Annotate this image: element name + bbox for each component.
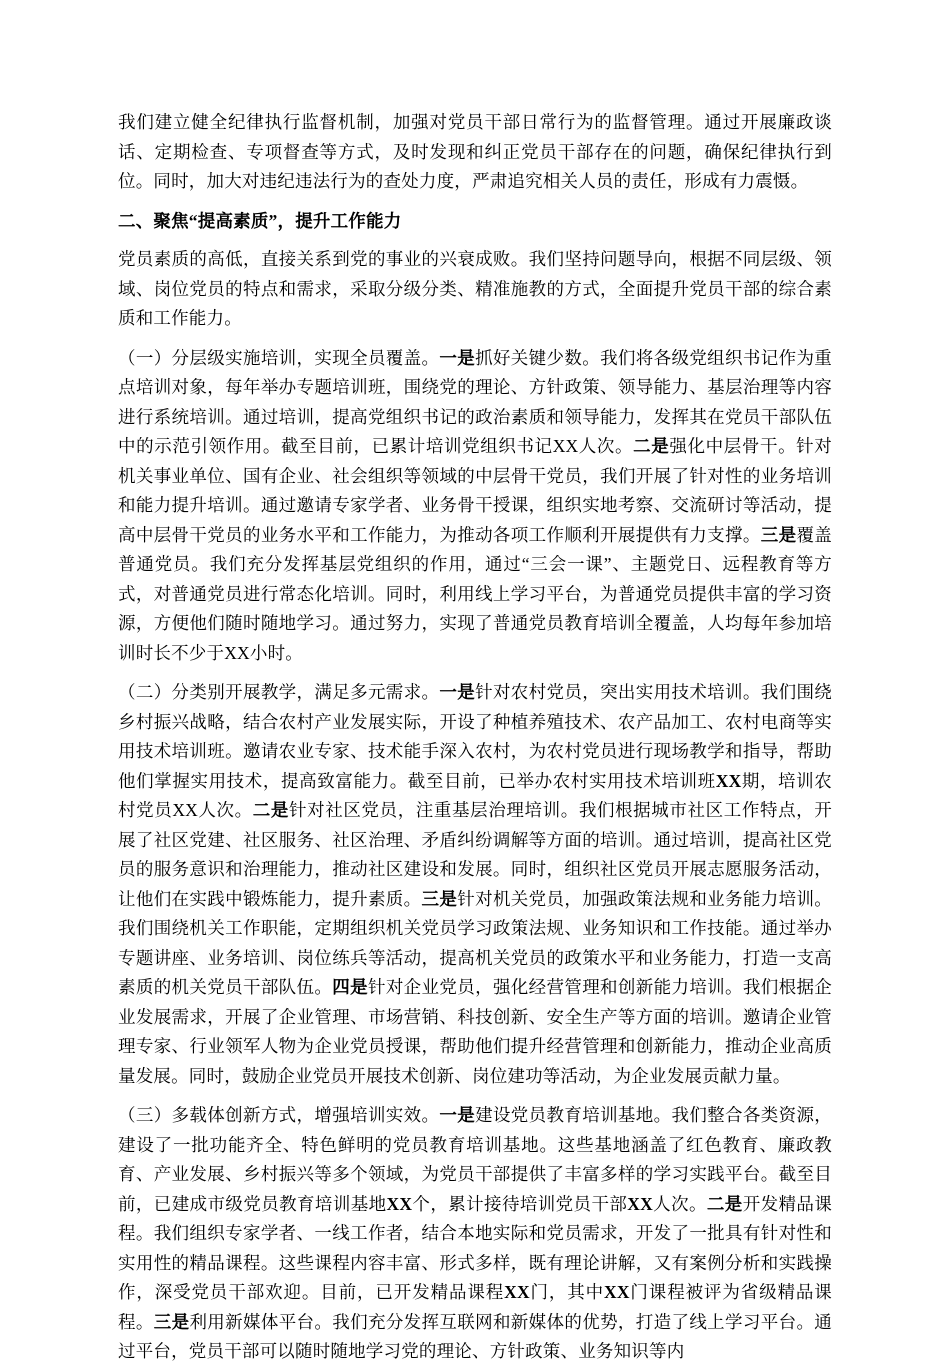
text-run: 个，累计接待培训党员干部	[412, 1193, 628, 1214]
text-run: 抓好关键少数。我们将各级党组织书记作为重点培训对象，每年举办专题培训班，围绕党的理论、方针政策、领导能力、基层治理等内容进行系统培训。通过培训，提高党组织书记的政治素质和领导能力，发挥其在党员干部队伍中的示范引领作用。截至目前，已累计培训党组织书记XX人次。	[118, 347, 833, 456]
emphasis-run: 三是	[421, 888, 458, 909]
emphasis-run: XX	[604, 1282, 630, 1302]
text-run: （三）多载体创新方式，增强培训实效。	[118, 1105, 440, 1125]
text-run: 覆盖普通党员。我们充分发挥基层党组织的作用，通过“三会一课”、主题党日、远程教育等方式，对普通党员进行常态化培训。同时，利用线上学习平台，为普通党员提供丰富的学习资源，方便他们随时随地学习。通过努力，实现了普通党员教育培训全覆盖，人均每年参加培训时长不少于XX小时。	[118, 524, 833, 663]
emphasis-run: 一是	[439, 1105, 476, 1125]
paragraph-tiered-training	[118, 344, 832, 669]
text-run: 针对社区党员，注重基层治理培训。我们根据城市社区工作特点，开展了社区党建、社区服务、社区治理、矛盾纠纷调解等方面的培训。通过培训，提高社区党员的服务意识和治理能力，推动社区建设和发展。同时，组织社区党员开展志愿服务活动，让他们在实践中锻炼能力，提升素质。	[118, 800, 832, 909]
paragraph-discipline-supervision	[118, 108, 832, 197]
emphasis-run: 二、聚焦“提高素质”，提升工作能力	[118, 210, 402, 231]
emphasis-run: XX	[715, 770, 742, 791]
text-run: （一）分层级实施培训，实现全员覆盖。	[118, 347, 440, 368]
document-body	[118, 108, 832, 1367]
paragraph-classified-teaching	[118, 678, 832, 1091]
emphasis-run: XX	[386, 1193, 413, 1214]
text-run: 党员素质的高低，直接关系到党的事业的兴衰成败。我们坚持问题导向，根据不同层级、领域、岗位党员的特点和需求，采取分级分类、精准施教的方式，全面提升党员干部的综合素质和工作能力。	[118, 249, 832, 328]
text-run: 建设党员教育培训基地。我们整合各类资源，建设了一批功能齐全、特色鲜明的党员教育培训基地。这些基地涵盖了红色教育、廉政教育、产业发展、乡村振兴等多个领域，为党员干部提供了丰富多样的学习实践平台。截至目前，已建成市级党员教育培训基地	[118, 1105, 833, 1214]
emphasis-run: XX	[627, 1193, 653, 1214]
paragraph-multi-carrier-innovation	[118, 1101, 832, 1367]
text-run: 门，其中	[529, 1282, 605, 1302]
emphasis-run: 二是	[252, 800, 290, 820]
text-run: 人次。	[652, 1193, 707, 1214]
text-run: 利用新媒体平台。我们充分发挥互联网和新媒体的优势，打造了线上学习平台。通过平台，党员干部可以随时随地学习党的理论、方针政策、业务知识等内	[118, 1311, 833, 1361]
emphasis-run: 一是	[439, 682, 476, 702]
text-run: 我们建立健全纪律执行监督机制，加强对党员干部日常行为的监督管理。通过开展廉政谈话、定期检查、专项督查等方式，及时发现和纠正党员干部存在的问题，确保纪律执行到位。同时，加大对违纪违法行为的查处力度，严肃追究相关人员的责任，形成有力震慑。	[118, 112, 832, 191]
text-run: 期，培训农村党员XX人次。	[118, 770, 832, 820]
text-run: 门课程被评为省级精品课程。	[118, 1282, 832, 1332]
text-run: 强化中层骨干。针对机关事业单位、国有企业、社会组织等领域的中层骨干党员，我们开展了针对性的业务培训和能力提升培训。通过邀请专家学者、业务骨干授课，组织实地考察、交流研讨等活动，提高中层骨干党员的业务水平和工作能力，为推动各项工作顺利开展提供有力支撑。	[118, 436, 832, 545]
emphasis-run: 三是	[153, 1311, 190, 1332]
heading-section-two	[118, 207, 832, 237]
text-run: 针对农村党员，突出实用技术培训。我们围绕乡村振兴战略，结合农村产业发展实际，开设了种植养殖技术、农产品加工、农村电商等实用技术培训班。邀请农业专家、技术能手深入农村，为农村党员进行现场教学和指导，帮助他们掌握实用技术，提高致富能力。截至目前，已举办农村实用技术培训班	[118, 682, 833, 791]
emphasis-run: XX	[504, 1282, 530, 1302]
text-run: 开发精品课程。我们组织专家学者、一线工作者，结合本地实际和党员需求，开发了一批具有针对性和实用性的精品课程。这些课程内容丰富、形式多样，既有理论讲解，又有案例分析和实践操作，深受党员干部欢迎。目前，已开发精品课程	[118, 1193, 833, 1302]
emphasis-run: 一是	[439, 347, 476, 368]
text-run: 针对机关党员，加强政策法规和业务能力培训。我们围绕机关工作职能，定期组织机关党员学习政策法规、业务知识和工作技能。通过举办专题讲座、业务培训、岗位练兵等活动，提高机关党员的政策水平和业务能力，打造一支高素质的机关党员干部队伍。	[118, 888, 833, 997]
text-run: 针对企业党员，强化经营管理和创新能力培训。我们根据企业发展需求，开展了企业管理、市场营销、科技创新、安全生产等方面的培训。邀请企业管理专家、行业领军人物为企业党员授课，帮助他们提升经营管理和创新能力，推动企业高质量发展。同时，鼓励企业党员开展技术创新、岗位建功等活动，为企业发展贡献力量。	[118, 977, 833, 1086]
paragraph-quality-overview	[118, 245, 832, 334]
emphasis-run: 二是	[706, 1193, 743, 1214]
emphasis-run: 三是	[760, 524, 797, 545]
emphasis-run: 四是	[332, 977, 368, 997]
emphasis-run: 二是	[633, 436, 670, 456]
text-run: （二）分类别开展教学，满足多元需求。	[118, 682, 440, 702]
